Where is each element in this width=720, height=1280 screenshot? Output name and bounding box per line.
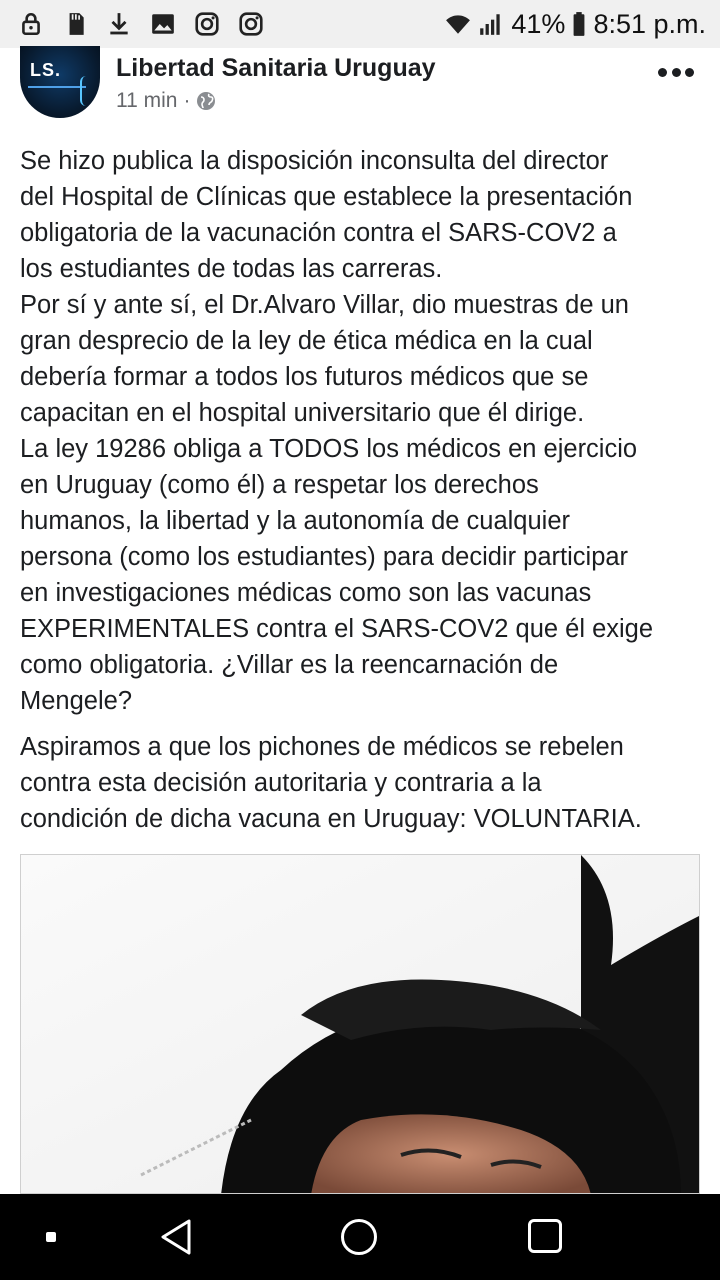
- status-bar: [0, 0, 720, 48]
- globe-icon: [196, 91, 216, 111]
- text-line: del Hospital de Clínicas que establece la presentación: [20, 183, 633, 211]
- text-line: Mengele?: [20, 687, 132, 715]
- battery-percent: 41%: [511, 8, 566, 39]
- home-button[interactable]: [341, 1219, 377, 1255]
- text-line: Aspiramos a que los pichones de médicos se rebelen: [20, 733, 624, 761]
- avatar[interactable]: [20, 46, 100, 118]
- post-time[interactable]: 11 min: [116, 89, 178, 112]
- text-line: contra esta decisión autoritaria y contraria a la: [20, 769, 542, 797]
- post-paragraph-2: [20, 729, 710, 837]
- more-dot-icon: [685, 68, 694, 77]
- text-line: condición de dicha vacuna en Uruguay: VOLUNTARIA.: [20, 805, 642, 833]
- text-line: en investigaciones médicas como son las vacunas: [20, 579, 592, 607]
- text-line: Por sí y ante sí, el Dr.Alvaro Villar, dio muestras de un: [20, 291, 629, 319]
- image-icon: [150, 11, 176, 37]
- post-meta: [116, 89, 216, 113]
- more-options-button[interactable]: [658, 62, 694, 82]
- back-button[interactable]: [158, 1218, 194, 1256]
- text-line: gran desprecio de la ley de ética médica en la cual: [20, 327, 593, 355]
- download-icon: [106, 11, 132, 37]
- more-dot-icon: [672, 68, 681, 77]
- avatar-decoration: [80, 76, 94, 106]
- post-header: [0, 46, 720, 126]
- text-line: EXPERIMENTALES contra el SARS-COV2 que él exige: [20, 615, 654, 643]
- clock: 8:51 p.m.: [593, 8, 706, 39]
- instagram-icon: [194, 11, 220, 37]
- avatar-text: LS.: [30, 60, 62, 80]
- text-line: Se hizo publica la disposición inconsulta del director: [20, 147, 609, 175]
- system-status: [445, 9, 706, 40]
- signal-icon: [477, 11, 505, 37]
- back-icon: [158, 1218, 194, 1256]
- text-line: como obligatoria. ¿Villar es la reencarnación de: [20, 651, 559, 679]
- text-line: persona (como los estudiantes) para decidir participar: [20, 543, 629, 571]
- text-line: en Uruguay (como él) a respetar los derechos: [20, 471, 539, 499]
- text-line: los estudiantes de todas las carreras.: [20, 255, 443, 283]
- post-image[interactable]: [20, 854, 700, 1194]
- notification-dot-icon: [46, 1232, 56, 1242]
- post-text: [20, 143, 710, 847]
- sd-card-icon: [62, 11, 88, 37]
- avatar-decoration: [28, 86, 86, 88]
- notification-icons: [18, 11, 264, 37]
- navigation-bar: [0, 1194, 720, 1280]
- recents-button[interactable]: [528, 1219, 562, 1253]
- text-line: capacitan en el hospital universitario que él dirige.: [20, 399, 585, 427]
- text-line: humanos, la libertad y la autonomía de cualquier: [20, 507, 571, 535]
- post-paragraph-1: [20, 143, 710, 719]
- page-name[interactable]: Libertad Sanitaria Uruguay: [116, 54, 436, 82]
- lock-icon: [18, 11, 44, 37]
- instagram-icon: [238, 11, 264, 37]
- more-dot-icon: [658, 68, 667, 77]
- battery-icon: [571, 11, 587, 37]
- wifi-icon: [445, 11, 471, 37]
- post-photo: [21, 855, 700, 1194]
- meta-separator: ·: [183, 89, 191, 112]
- text-line: La ley 19286 obliga a TODOS los médicos en ejercicio: [20, 435, 638, 463]
- text-line: debería formar a todos los futuros médicos que se: [20, 363, 589, 391]
- text-line: obligatoria de la vacunación contra el SARS-COV2 a: [20, 219, 617, 247]
